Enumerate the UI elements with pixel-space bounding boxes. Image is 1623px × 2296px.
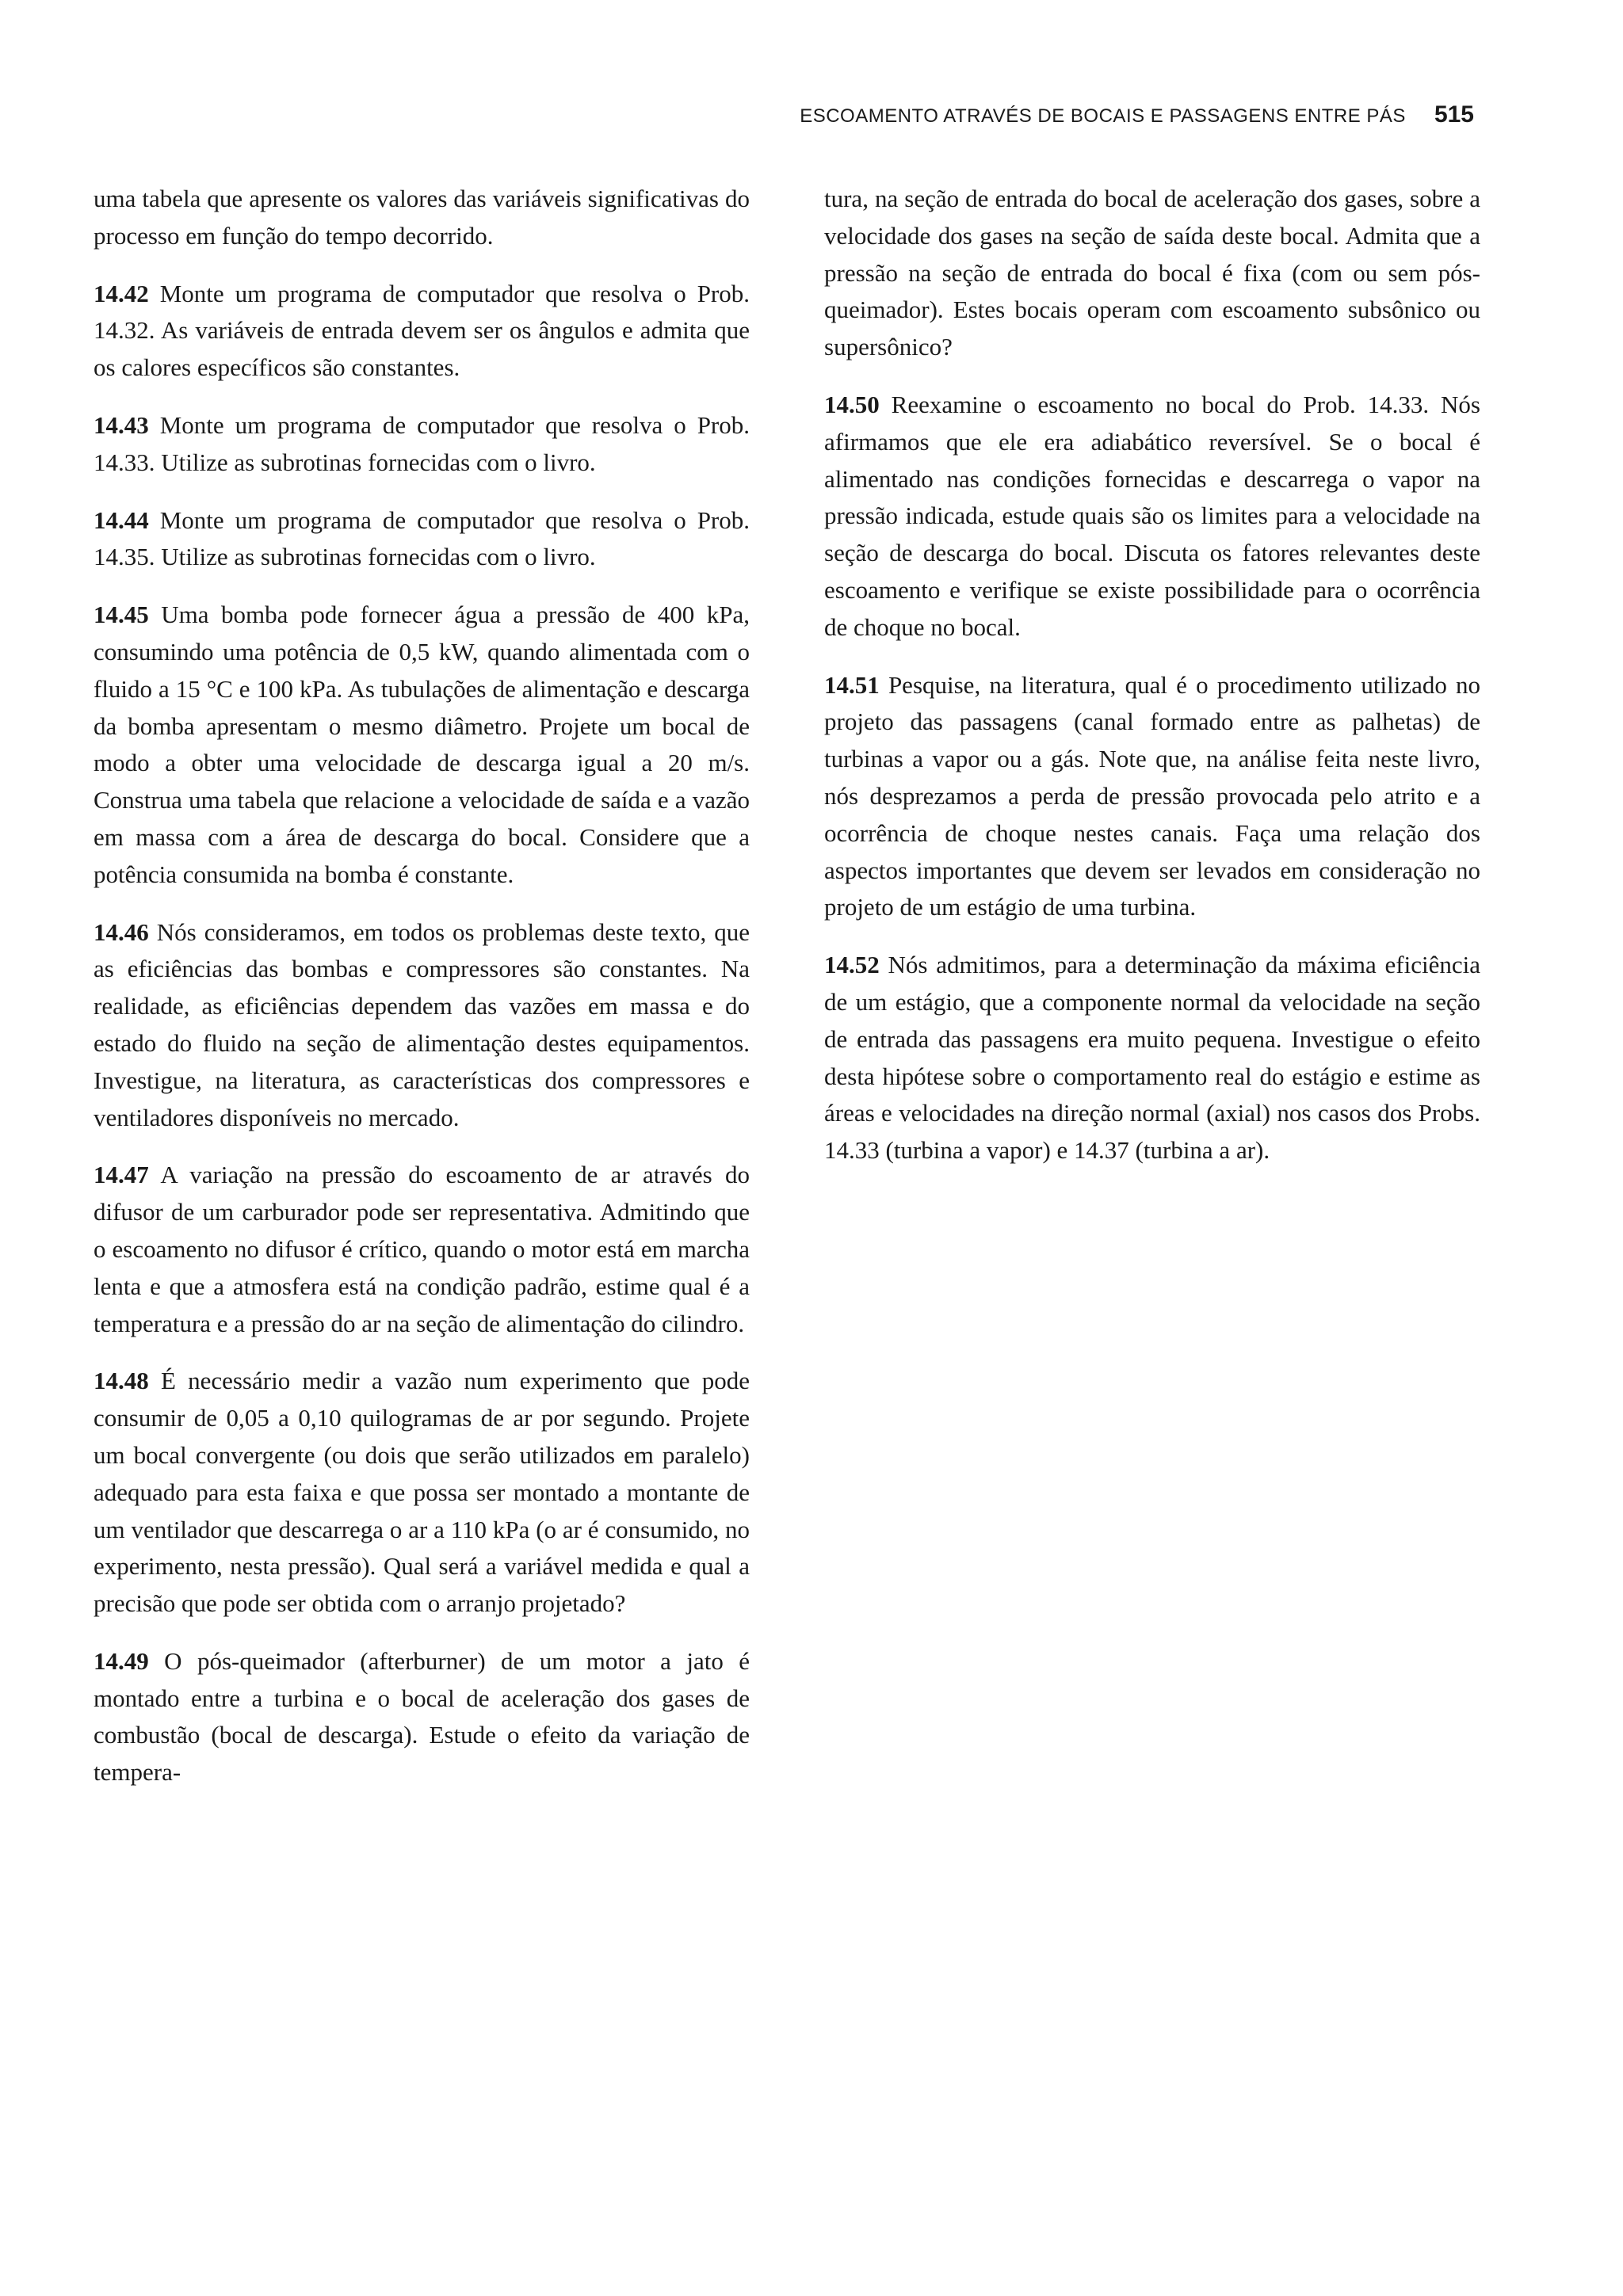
problem-text: É necessário medir a vazão num experimento que pode consumir de 0,05 a 0,10 quilogramas de ar por segundo. Projete um bocal convergente (ou dois que serão utilizados em paralelo) adequado para esta faixa e que possa ser montado a montante de um ventilador que descarrega o ar a 110 kPa (o ar é consumido, no experimento, nesta pressão). Qual será a variável medida e qual a precisão que pode ser obtida com o arranjo projetado? (94, 1367, 750, 1618)
problem-paragraph (94, 914, 750, 1137)
problem-text: tura, na seção de entrada do bocal de aceleração dos gases, sobre a velocidade dos gases na seção de saída deste bocal. Admita que a pressão na seção de entrada do bocal é fixa (com ou sem pós-queimador). Estes bocais operam com escoamento subsônico ou supersônico? (824, 185, 1480, 361)
problem-text: Pesquise, na literatura, qual é o procedimento utilizado no projeto das passagens (canal formado entre as palhetas) de turbinas a vapor ou a gás. Note que, na análise feita neste livro, nós desprezamos a perda de pressão provocada pelo atrito e a ocorrência de choque nestes canais. Faça uma relação dos aspectos importantes que devem ser levados em consideração no projeto de um estágio de uma turbina. (824, 670, 1481, 921)
problem-text: Uma bomba pode fornecer água a pressão de 400 kPa, consumindo uma potência de 0,5 kW, quando alimentada com o fluido a 15 °C e 100 kPa. As tubulações de alimentação e descarga da bomba apresentam o mesmo diâmetro. Projete um bocal de modo a obter uma velocidade de descarga igual a 20 m/s. Construa uma tabela que relacione a velocidade de saída e a vazão em massa com a área de descarga do bocal. Considere que a potência consumida na bomba é constante. (94, 601, 750, 888)
problem-number: 14.42 (94, 279, 149, 307)
problem-text: Nós admitimos, para a determinação da máxima eficiência de um estágio, que a componente normal da velocidade na seção de entrada das passagens era muito pequena. Investigue o efeito desta hipótese sobre o comportamento real do estágio e estime as áreas e velocidades na direção normal (axial) nos casos dos Probs. 14.33 (turbina a vapor) e 14.37 (turbina a ar). (824, 951, 1481, 1165)
problem-paragraph (94, 1363, 750, 1623)
running-header (626, 101, 1474, 128)
running-title: ESCOAMENTO ATRAVÉS DE BOCAIS E PASSAGENS ENTRE PÁS (800, 105, 1406, 127)
problem-text: Monte um programa de computador que resolva o Prob. 14.33. Utilize as subrotinas fornecidas com o livro. (94, 410, 750, 476)
problem-number: 14.46 (94, 917, 149, 946)
problem-text: Reexamine o escoamento no bocal do Prob. 14.33. Nós afirmamos que ele era adiabático reversível. Se o bocal é alimentado nas condições fornecidas e descarrega o vapor na pressão indicada, estude quais são os limites para a velocidade na seção de descarga do bocal. Discuta os fatores relevantes deste escoamento e verifique se existe possibilidade para o ocorrência de choque no bocal. (824, 390, 1480, 641)
problem-number: 14.51 (824, 670, 880, 699)
problem-number: 14.44 (94, 505, 149, 534)
problem-paragraph (824, 947, 1480, 1169)
problem-number: 14.43 (94, 410, 149, 439)
problem-paragraph (94, 502, 750, 577)
problem-text: uma tabela que apresente os valores das variáveis significativas do processo em função do tempo decorrido. (94, 185, 750, 250)
problem-number: 14.47 (94, 1161, 149, 1189)
problem-number: 14.50 (824, 390, 880, 418)
problem-paragraph (94, 276, 750, 387)
problem-paragraph (824, 667, 1480, 927)
problem-number: 14.48 (94, 1367, 149, 1395)
problem-text: Monte um programa de computador que resolva o Prob. 14.35. Utilize as subrotinas fornecidas com o livro. (94, 505, 750, 571)
problem-number: 14.52 (824, 951, 880, 979)
problem-text: A variação na pressão do escoamento de ar através do difusor de um carburador pode ser representativa. Admitindo que o escoamento no difusor é crítico, quando o motor está em marcha lenta e que a atmosfera está na condição padrão, estime qual é a temperatura e a pressão do ar na seção de alimentação do cilindro. (94, 1161, 750, 1337)
problem-paragraph (94, 407, 750, 482)
page-number: 515 (1434, 101, 1474, 128)
problem-text: Nós consideramos, em todos os problemas deste texto, que as eficiências das bombas e compressores são constantes. Na realidade, as eficiências dependem das vazões em massa e do estado do fluido na seção de alimentação destes equipamentos. Investigue, na literatura, as características dos compressores e ventiladores disponíveis no mercado. (94, 917, 750, 1131)
problem-paragraph (94, 1157, 750, 1342)
problem-paragraph (94, 181, 750, 255)
problem-paragraph (824, 181, 1480, 366)
problem-paragraph (824, 387, 1480, 646)
problem-text: Monte um programa de computador que resolva o Prob. 14.32. As variáveis de entrada devem ser os ângulos e admita que os calores específicos são constantes. (94, 279, 750, 382)
problem-paragraph (94, 1643, 750, 1791)
problem-number: 14.49 (94, 1646, 149, 1675)
problem-text: O pós-queimador (afterburner) de um motor a jato é montado entre a turbina e o bocal de aceleração dos gases de combustão (bocal de descarga). Estude o efeito da variação de tempera- (94, 1646, 750, 1787)
problem-paragraph (94, 597, 750, 893)
problem-number: 14.45 (94, 601, 149, 629)
left-column (94, 181, 750, 1812)
right-column (824, 181, 1480, 1190)
